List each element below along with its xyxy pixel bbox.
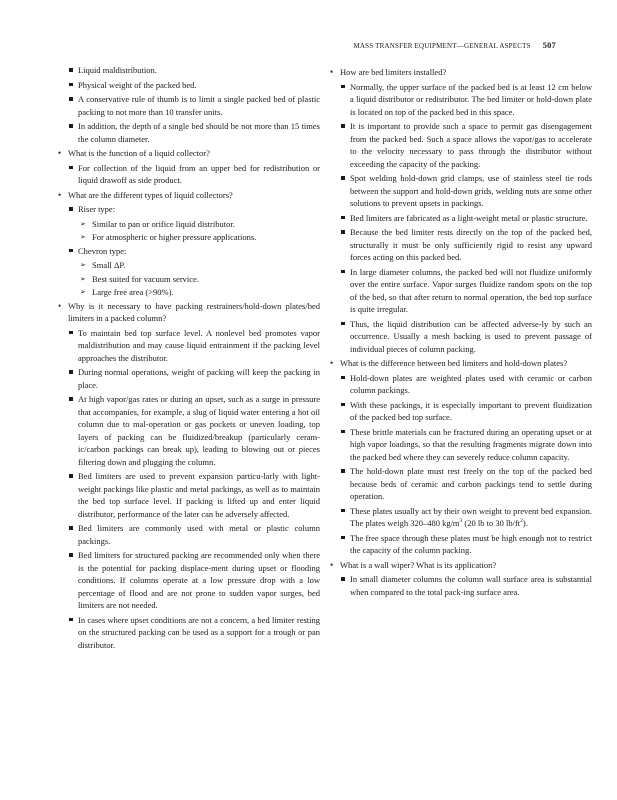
sub-bullet: ➢ Similar to pan or orifice liquid distributor.	[58, 218, 320, 231]
bullet: Riser type:	[58, 203, 320, 216]
bullet: The free space through these plates must be high enough not to restrict the capacity of the column packing.	[330, 532, 592, 557]
bullet: Bed limiters for structured packing are recommended only when there is the potential for packing displace-ment during upset or flooding conditions. If columns operate at a low pressure drop with a low percentage of flood and are not prone to sudden vapor surges, bed limiters are not needed.	[58, 549, 320, 612]
bullet: In large diameter columns, the packed bed will not fluidize uniformly over the entire surface. Vapor surges fluidize random spots on the top of the bed, so that after return to normal operation, the bed top surface is quite irregular.	[330, 266, 592, 316]
bullet: At high vapor/gas rates or during an upset, such as a surge in pressure that accompanies, for example, a slug of liquid water entering a hot oil column due to mal-operation or gas pockets or uneven loading, top layers of packing can be fluidized/breakup (particularly ceram-ic/carbon packings can break up), leading to blowing out or pieces filtering down and plugging the column.	[58, 393, 320, 468]
question: • Why is it necessary to have packing restrainers/hold-down plates/bed limiters in a packed column?	[58, 300, 320, 325]
header-title: MASS TRANSFER EQUIPMENT—GENERAL ASPECTS	[353, 42, 531, 50]
bullet: It is important to provide such a space to permit gas disengagement from the packed bed. Such a space allows the vapor/gas to accelerate to the velocity necessary to pass through the distributor without exceeding the capacity of the packing.	[330, 120, 592, 170]
bullet: In addition, the depth of a single bed should be not more than 15 times the column diameter.	[58, 120, 320, 145]
question: • What are the different types of liquid collectors?	[58, 189, 320, 202]
bullet: Spot welding hold-down grid clamps, use of stainless steel tie rods between the support and hold-down grids, welding nuts are some other solutions to prevent upsets in packings.	[330, 172, 592, 210]
bullet: Because the bed limiter rests directly on the top of the packed bed, structurally it must be only sufficiently rigid to resist any upward forces acting on this packed bed.	[330, 226, 592, 264]
bullet: Thus, the liquid distribution can be affected adverse-ly by such an occurrence. Usually a mesh backing is used to prevent passage of individual pieces of column packing.	[330, 318, 592, 356]
running-header	[340, 40, 556, 50]
bullet: Bed limiters are commonly used with metal or plastic column packings.	[58, 522, 320, 547]
question: • How are bed limiters installed?	[330, 66, 592, 79]
bullet: Liquid maldistribution.	[58, 64, 320, 77]
bullet: Bed limiters are used to prevent expansion particu-larly with light-weight packings like plastic and metal packings, as well as to maintain the bed top surface level. If packing is lifted up and enter liquid distributor, performance of the later can be adversely affected.	[58, 470, 320, 520]
bullet: In small diameter columns the column wall surface area is substantial when compared to the total pack-ing surface area.	[330, 573, 592, 598]
sub-bullet: ➢ Large free area (>90%).	[58, 286, 320, 299]
bullet: Bed limiters are fabricated as a light-weight metal or plastic structure.	[330, 212, 592, 225]
bullet: During normal operations, weight of packing will keep the packing in place.	[58, 366, 320, 391]
question: • What is the function of a liquid collector?	[58, 147, 320, 160]
question: • What is the difference between bed limiters and hold-down plates?	[330, 357, 592, 370]
sub-bullet: ➢ Best suited for vacuum service.	[58, 273, 320, 286]
left-column	[58, 64, 320, 653]
bullet: For collection of the liquid from an upper bed for redistribution or liquid drawoff as side product.	[58, 162, 320, 187]
bullet-plate-weight: These plates usually act by their own weight to prevent bed expansion. The plates weigh 320–480 $kg/m^3$ (20 lb to 30 $lb/ft^2$).	[330, 505, 592, 530]
right-column	[330, 66, 592, 600]
bullet: To maintain bed top surface level. A nonlevel bed promotes vapor maldistribution and may cause liquid entrainment if the packing level approaches the distributor.	[58, 327, 320, 365]
sub-bullet: ➢ Small ΔP.	[58, 259, 320, 272]
bullet: Physical weight of the packed bed.	[58, 79, 320, 92]
page-number: 507	[542, 40, 556, 50]
question: • What is a wall wiper? What is its application?	[330, 559, 592, 572]
bullet: The hold-down plate must rest freely on the top of the packed bed because beds of ceramic and carbon packings tend to settle during operation.	[330, 465, 592, 503]
bullet: Hold-down plates are weighted plates used with ceramic or carbon column packings.	[330, 372, 592, 397]
bullet: These brittle materials can be fractured during an operating upset or at high vapor loadings, so that the resulting fragments migrate down into the packed bed where they can severely reduce column capacity.	[330, 426, 592, 464]
bullet: With these packings, it is especially important to prevent fluidization of the packed bed top surface.	[330, 399, 592, 424]
bullet: Chevron type:	[58, 245, 320, 258]
bullet: Normally, the upper surface of the packed bed is at least 12 cm below a liquid distributor or redistributor. The bed limiter or hold-down plate is located on top of the packed bed in this space.	[330, 81, 592, 119]
sub-bullet: ➢ For atmospheric or higher pressure applications.	[58, 231, 320, 244]
bullet: A conservative rule of thumb is to limit a single packed bed of plastic packing to not more than 10 transfer units.	[58, 93, 320, 118]
bullet: In cases where upset conditions are not a concern, a bed limiter resting on the structured packing can be used as a support for a trough or pan distributor.	[58, 614, 320, 652]
